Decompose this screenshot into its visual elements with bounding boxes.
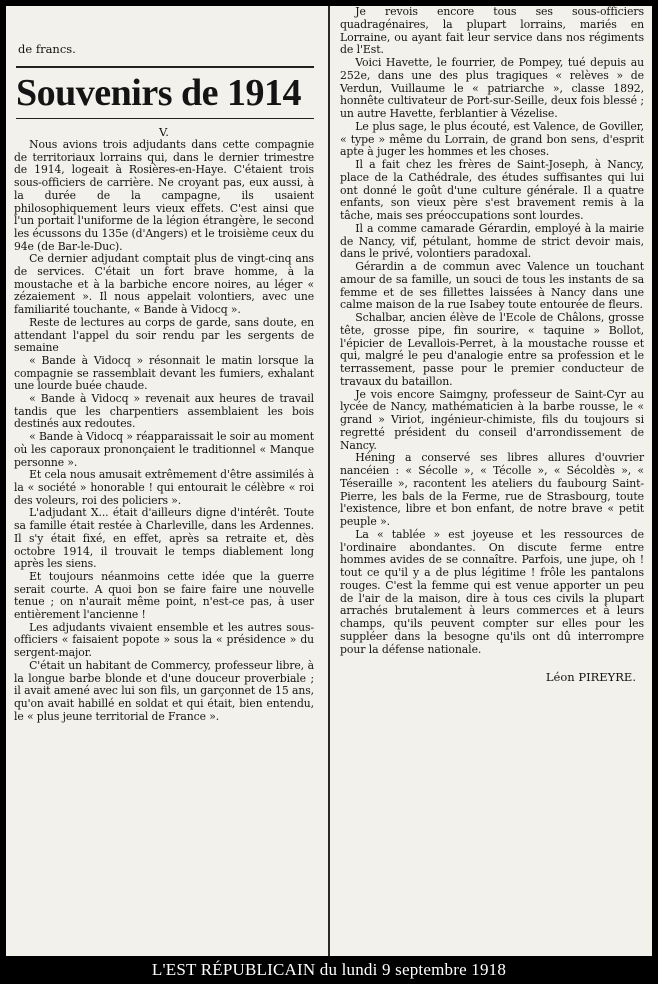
paragraph: Héning a conservé ses libres allures d'ouvrier nancéien : « Sécolle », « Técolle », « Sécoldès », « Téseraille », racontent les ateliers du faubourg Saint-Pierre, les bals de la Ferme, rue de Strasbourg, toute l'existence, libre et bon enfant, de notre brave « petit peuple ». bbox=[340, 451, 644, 528]
paragraph: Gérardin a de commun avec Valence un touchant amour de sa famille, un souci de tous les instants de sa femme et de ses fillettes laissées à Nancy dans une calme maison de la rue Isabey toute entourée de fleurs. bbox=[340, 260, 644, 312]
paragraph: Nous avions trois adjudants dans cette compagnie de territoriaux lorrains qui, dans le dernier trimestre de 1914, logeait à Rosières-en-Haye. C'étaient trois sous-officiers de carrière. Ne croyant pas, eux aussi, à la durée de la campagne, ils usaient philosophiquement leurs vieux effets. C'est ainsi que l'un portait l'uniforme de la légion étrangère, le second les écussons du 135e (d'Angers) et le troisième ceux du 94e (de Bar-le-Duc). bbox=[14, 138, 314, 253]
paragraph: Je revois encore tous ses sous-officiers quadragénaires, la plupart lorrains, mariés en Lorraine, ou ayant fait leur service dans nos régiments de l'Est. bbox=[340, 6, 644, 57]
author-signature: Léon PIREYRE. bbox=[545, 670, 636, 685]
paragraph: La « tablée » est joyeuse et les ressources de l'ordinaire abondantes. On discute ferme entre hommes avides de se connaître. Parfois, une jupe, oh ! tout ce qu'il y a de plus légitime ! frôle les pantalons rouges. C'est la femme qui est venue apporter un peu de l'air de la maison, dire à tous ces civils la plupart arrachés brutalement à leurs commerces et à leurs champs, qu'ils peuvent compter sur elles pour les suppléer dans la besogne qu'ils ont dû interrompre pour la défense nationale. bbox=[340, 527, 644, 656]
paragraph: « Bande à Vidocq » revenait aux heures de travail tandis que les charpentiers assemblaient les bois destinés aux redoutes. bbox=[14, 392, 314, 431]
paragraph: Voici Havette, le fourrier, de Pompey, tué depuis au 252e, dans une des plus tragiques « relèves » de Verdun, Vuillaume le « patriarche », classe 1892, honnête cultivateur de Port-sur-Seille, deux fois blessé ; un autre Havette, ferblantier à Vézelise. bbox=[340, 56, 644, 120]
paragraph: Il a comme camarade Gérardin, employé à la mairie de Nancy, vif, pétulant, homme de strict devoir mais, dans le privé, volontiers paradoxal. bbox=[340, 221, 644, 261]
paragraph: Ce dernier adjudant comptait plus de vingt-cinq ans de services. C'était un fort brave homme, à la moustache et à la barbiche encore noires, au léger « zézaiement ». Il nous appelait volontiers, avec une familiarité touchante, « Bande à Vidocq ». bbox=[14, 252, 314, 317]
paragraph: Schalbar, ancien élève de l'Ecole de Châlons, grosse tête, grosse pipe, fin sourire, « taquine » Bollot, l'épicier de Levallois-Perret, à la moustache rousse et qui, malgré le peu d'analogie entre sa profession et le terrassement, passe pour le premier conducteur de travaux du bataillon. bbox=[340, 311, 644, 388]
left-column bbox=[6, 6, 324, 956]
paragraph: L'adjudant X... était d'ailleurs digne d'intérêt. Toute sa famille était restée à Charleville, dans les Ardennes. Il s'y était fixé, en effet, après sa retraite et, dès octobre 1914, il trouvait le temps diablement long après les siens. bbox=[14, 506, 314, 571]
paragraph: Je vois encore Saimgny, professeur de Saint-Cyr au lycée de Nancy, mathématicien à la barbe rousse, le « grand » Viriot, ingénieur-chimiste, fils du toujours si regretté président du conseil d'arrondissement de Nancy. bbox=[340, 387, 644, 452]
source-caption: L'EST RÉPUBLICAIN du lundi 9 septembre 1918 bbox=[151, 960, 507, 979]
paragraph: « Bande à Vidocq » résonnait le matin lorsque la compagnie se rassemblait devant les fumiers, exhalant une lourde buée chaude. bbox=[14, 353, 314, 393]
column-divider bbox=[328, 6, 330, 956]
section-number: V. bbox=[159, 125, 169, 139]
paragraph: Reste de lectures au corps de garde, sans doute, en attendant l'appel du soir rendu par les sergents de semaine bbox=[14, 315, 314, 355]
article-title: Souvenirs de 1914 bbox=[16, 66, 314, 119]
right-column bbox=[334, 6, 652, 956]
paragraph: C'était un habitant de Commercy, professeur libre, à la longue barbe blonde et d'une douceur proverbiale ; il avait amené avec lui son fils, un garçonnet de 15 ans, qu'on avait habillé en soldat et qui était, bien entendu, le « plus jeune territorial de France ». bbox=[14, 658, 314, 723]
newspaper-clipping bbox=[6, 6, 652, 956]
paragraph: Les adjudants vivaient ensemble et les autres sous-officiers « faisaient popote » sous la « présidence » du sergent-major. bbox=[14, 620, 314, 660]
paragraph: Il a fait chez les frères de Saint-Joseph, à Nancy, place de la Cathédrale, des études suffisantes qui lui ont donné le goût d'une culture générale. Il a quatre enfants, son vieux père s'est bravement remis à la tâche, mais ses préoccupations sont lourdes. bbox=[340, 158, 644, 222]
paragraph: Et cela nous amusait extrêmement d'être assimilés à la « société » honorable ! qui entourait le célèbre « roi des voleurs, roi des policiers ». bbox=[14, 468, 314, 507]
preceding-article-fragment: de francs. bbox=[18, 42, 76, 56]
paragraph: Et toujours néanmoins cette idée que la guerre serait courte. A quoi bon se faire faire une nouvelle tenue ; on n'aurait même point, n'est-ce pas, à user entièrement l'ancienne ! bbox=[14, 569, 314, 622]
paragraph: « Bande à Vidocq » réapparaissait le soir au moment où les caporaux prononçaient le traditionnel « Manque personne ». bbox=[14, 430, 314, 469]
paragraph: Le plus sage, le plus écouté, est Valence, de Goviller, « type » même du Lorrain, de grand bon sens, d'esprit apte à juger les hommes et les choses. bbox=[340, 119, 644, 159]
